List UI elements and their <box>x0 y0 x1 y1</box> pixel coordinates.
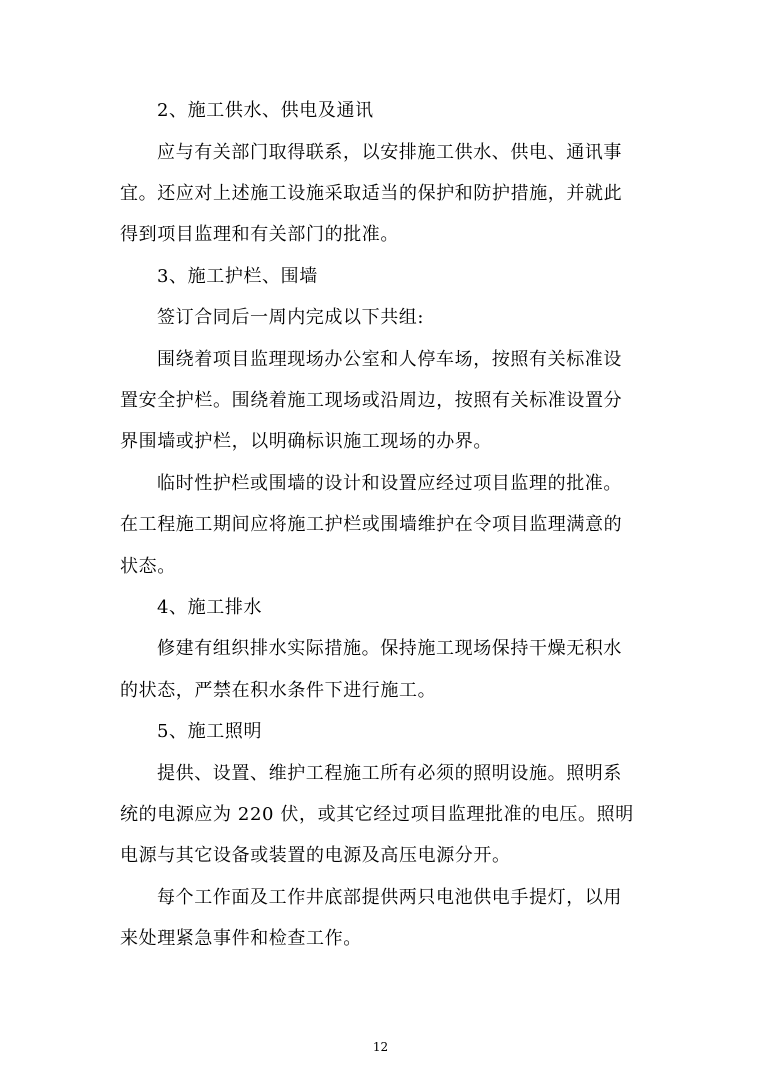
heading-fence-wall: 3、施工护栏、围墙 <box>157 266 318 287</box>
paragraph-line: 电源与其它设备或装置的电源及高压电源分开。 <box>120 845 511 866</box>
paragraph-line: 的状态，严禁在积水条件下进行施工。 <box>120 680 437 701</box>
paragraph-line: 每个工作面及工作井底部提供两只电池供电手提灯，以用 <box>157 887 622 908</box>
paragraph-line: 临时性护栏或围墙的设计和设置应经过项目监理的批准。 <box>157 473 622 494</box>
paragraph-line: 置安全护栏。围绕着施工现场或沿周边，按照有关标准设置分 <box>120 390 623 411</box>
paragraph-line: 统的电源应为 220 伏，或其它经过项目监理批准的电压。照明 <box>120 804 634 825</box>
paragraph-line: 状态。 <box>120 556 176 577</box>
paragraph-line: 界围墙或护栏，以明确标识施工现场的办界。 <box>120 431 492 452</box>
page-number: 12 <box>372 1040 389 1054</box>
paragraph-line: 宜。还应对上述施工设施采取适当的保护和防护措施，并就此 <box>120 183 623 204</box>
heading-lighting: 5、施工照明 <box>157 721 263 742</box>
paragraph-line: 围绕着项目监理现场办公室和人停车场，按照有关标准设 <box>157 349 622 370</box>
paragraph-line: 提供、设置、维护工程施工所有必须的照明设施。照明系 <box>157 763 622 784</box>
heading-drainage: 4、施工排水 <box>157 597 263 618</box>
paragraph-line: 在工程施工期间应将施工护栏或围墙维护在令项目监理满意的 <box>120 514 623 535</box>
paragraph-line: 应与有关部门取得联系，以安排施工供水、供电、通讯事 <box>157 142 622 163</box>
paragraph-line: 来处理紧急事件和检查工作。 <box>120 928 362 949</box>
paragraph-line: 得到项目监理和有关部门的批准。 <box>120 224 399 245</box>
paragraph-line: 签订合同后一周内完成以下共组: <box>157 307 425 328</box>
heading-water-power-communication: 2、施工供水、供电及通讯 <box>157 100 374 121</box>
paragraph-line: 修建有组织排水实际措施。保持施工现场保持干燥无积水 <box>157 638 622 659</box>
